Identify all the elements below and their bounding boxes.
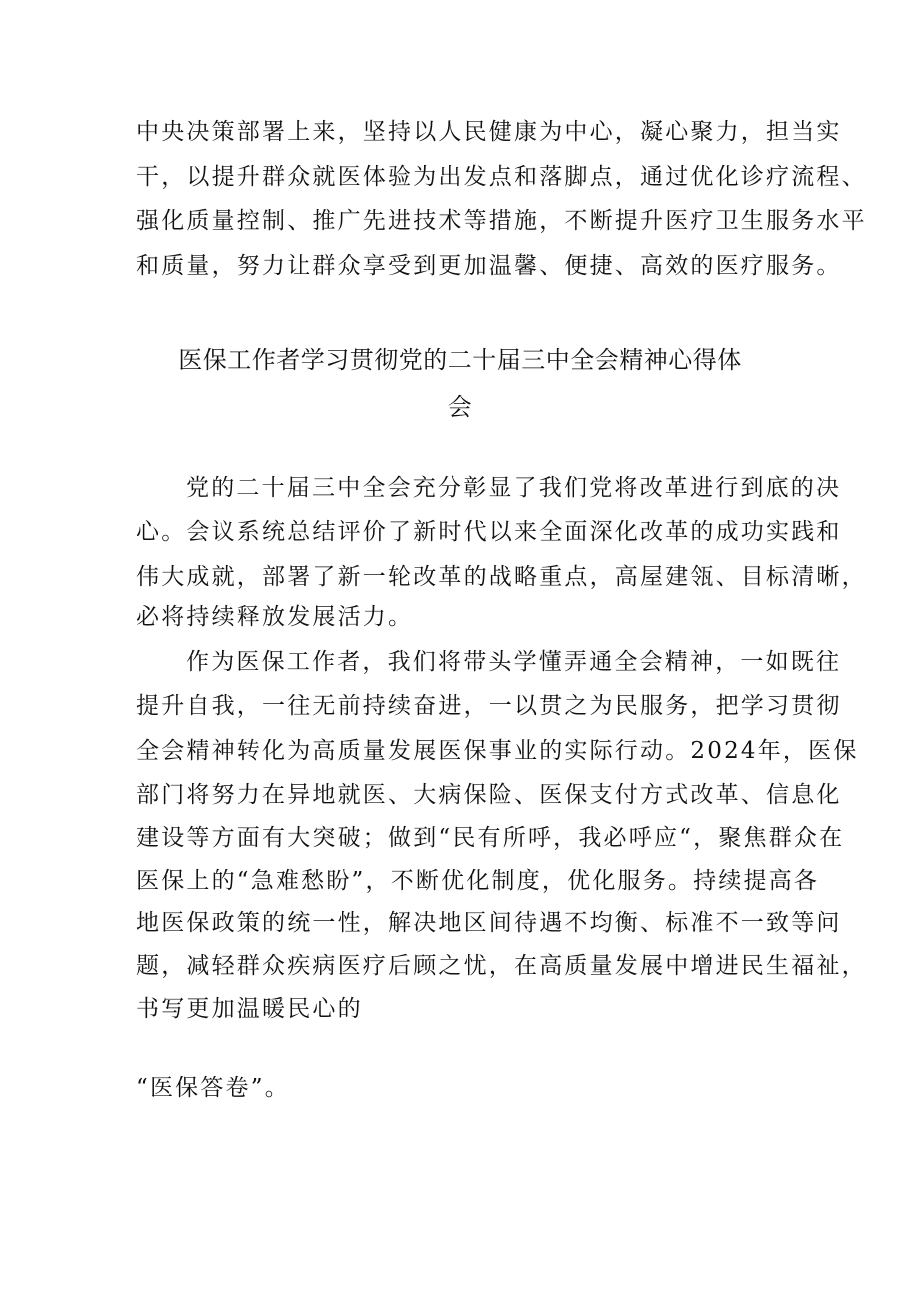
text-line: 建设等方面有大突破；做到“民有所呼，我必呼应“，聚焦群众在	[136, 825, 845, 851]
text-line: 提升自我，一往无前持续奋进，一以贯之为民服务，把学习贯彻	[136, 693, 842, 719]
text-line: 心。会议系统总结评价了新时代以来全面深化改革的成功实践和	[136, 519, 842, 545]
closing-line: “医保答卷”。	[136, 1075, 290, 1101]
text-line: 伟大成就，部署了新一轮改革的战略重点，高屋建瓴、目标清晰，	[136, 564, 867, 590]
text-line: 党的二十届三中全会充分彰显了我们党将改革进行到底的决	[186, 475, 842, 501]
text-line: 和质量，努力让群众享受到更加温馨、便捷、高效的医疗服务。	[136, 253, 842, 279]
text-line: 书写更加温暖民心的	[136, 996, 363, 1022]
text-line: 医保上的“急难愁盼”，不断优化制度，优化服务。持续提高各	[136, 868, 820, 894]
text-line: 地医保政策的统一性，解决地区间待遇不均衡、标准不一致等问	[136, 910, 842, 936]
title-line: 会	[447, 393, 473, 421]
text-line: 强化质量控制、推广先进技术等措施，不断提升医疗卫生服务水平	[136, 208, 867, 234]
text-line: 部门将努力在异地就医、大病保险、医保支付方式改革、信息化	[136, 782, 842, 808]
text-line: 全会精神转化为高质量发展医保事业的实际行动。2024年，医保	[136, 738, 859, 764]
text-line: 干，以提升群众就医体验为出发点和落脚点，通过优化诊疗流程、	[136, 164, 867, 190]
text-line: 作为医保工作者，我们将带头学懂弄通全会精神，一如既往	[186, 649, 842, 675]
title-line: 医保工作者学习贯彻党的二十届三中全会精神心得体	[178, 346, 742, 374]
text-line: 中央决策部署上来，坚持以人民健康为中心，凝心聚力，担当实	[136, 119, 842, 145]
text-line: 题，减轻群众疾病医疗后顾之忧，在高质量发展中增进民生福祉，	[136, 953, 867, 979]
text-line: 必将持续释放发展活力。	[136, 604, 414, 630]
